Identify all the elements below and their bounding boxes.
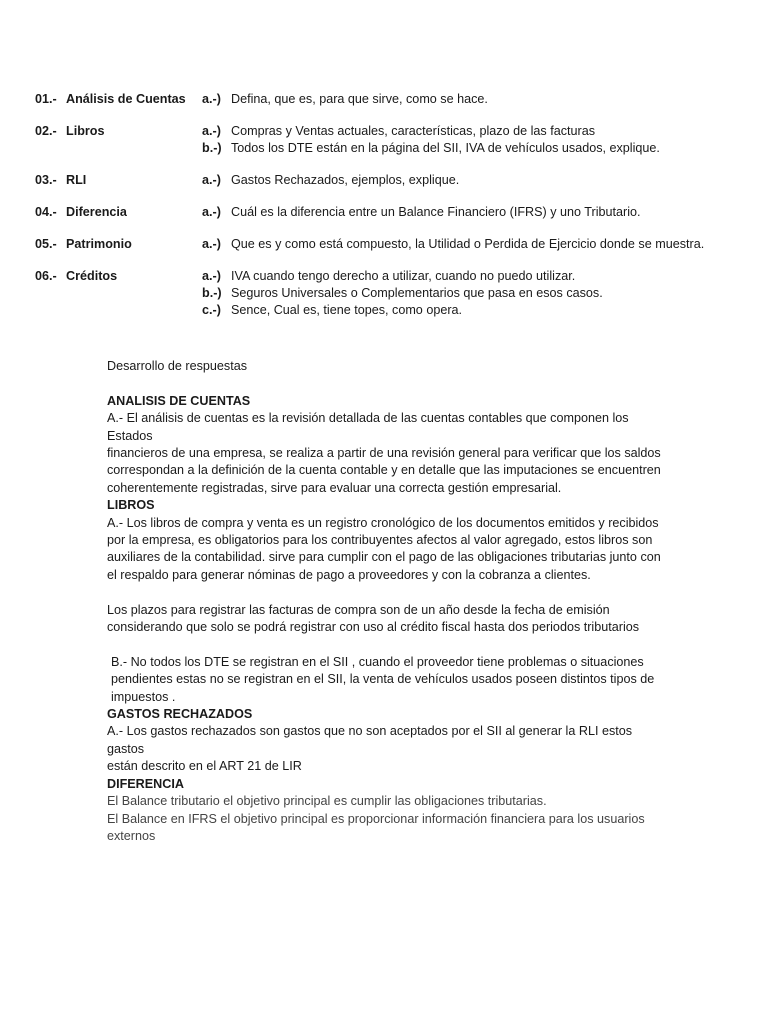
libros-paragraph-2 [107,602,662,637]
answers-intro: Desarrollo de respuestas [107,359,248,373]
question-items [202,123,735,158]
item-letter: a.-) [202,268,221,283]
question-item [202,285,735,302]
text-line: El Balance en IFRS el objetivo principal es proporcionar información financiera para los usuarios [107,811,645,826]
text-line: impuestos . [111,689,176,704]
text-line: por la empresa, es obligatorios para los contribuyentes afectos al valor agregado, estos libros son [107,533,653,548]
question-number: 05.- [35,236,57,251]
question-number: 01.- [35,92,57,106]
questions-table [35,91,735,334]
question-row [35,236,735,253]
text-line: A.- Los gastos rechazados son gastos que no son aceptados por el SII al generar la RLI estos gastos [107,724,633,756]
text-line: Los plazos para registrar las facturas de compra son de un año desde la fecha de emisión [107,602,610,617]
text-line: pendientes estas no se registran en el SII, la venta de vehículos usados poseen distintos tipos de [111,672,655,687]
text-line: El Balance tributario el objetivo principal es cumplir las obligaciones tributarias. [107,794,547,809]
item-letter: b.-) [202,141,222,156]
question-row [35,204,735,221]
item-text: Seguros Universales o Complementarios que pasa en esos casos. [231,286,603,301]
question-topic: Análisis de Cuentas [66,92,186,106]
item-letter: a.-) [202,172,221,187]
item-letter: a.-) [202,236,221,251]
section-heading-analisis: ANALISIS DE CUENTAS [107,393,251,408]
text-line: están descrito en el ART 21 de LIR [107,759,302,774]
question-items [202,172,735,189]
question-row [35,91,735,108]
text-line: correspondan a la definición de la cuenta contable y en detalle que las imputaciones se encuentren [107,463,661,478]
section-heading-gastos: GASTOS RECHAZADOS [107,707,253,722]
question-item [202,123,735,140]
text-line: el respaldo para generar nóminas de pago a proveedores y con la cobranza a clientes. [107,567,591,582]
text-line: auxiliares de la contabilidad. sirve para cumplir con el pago de las obligaciones tributarias junto con [107,550,661,565]
item-text: Todos los DTE están en la página del SII, IVA de vehículos usados, explique. [231,141,660,156]
diferencia-paragraph [107,793,662,845]
question-topic: Patrimonio [66,236,132,251]
text-line: B.- No todos los DTE se registran en el SII , cuando el proveedor tiene problemas o situaciones [111,654,644,669]
question-topic: Libros [66,124,105,138]
item-text: Que es y como está compuesto, la Utilidad o Perdida de Ejercicio donde se muestra. [231,236,705,251]
section-heading-libros: LIBROS [107,498,155,513]
item-letter: a.-) [202,204,221,219]
question-item [202,172,735,189]
question-row [35,123,735,158]
item-text: Defina, que es, para que sirve, como se hace. [231,92,488,106]
answers-section [107,358,662,845]
question-number: 02.- [35,124,57,138]
text-line: financieros de una empresa, se realiza a partir de una revisión general para verificar que los saldos [107,446,661,461]
question-items [202,236,735,253]
question-items [202,204,735,221]
question-item [202,204,735,221]
item-letter: a.-) [202,124,221,138]
question-number: 03.- [35,172,57,187]
question-topic: Créditos [66,268,118,283]
question-number: 06.- [35,268,57,283]
question-number: 04.- [35,204,57,219]
item-text: Cuál es la diferencia entre un Balance Financiero (IFRS) y uno Tributario. [231,204,641,219]
text-line: externos [107,828,156,843]
question-item [202,302,735,319]
text-line: considerando que solo se podrá registrar con uso al crédito fiscal hasta dos periodos tributarios [107,620,640,635]
text-line: A.- Los libros de compra y venta es un registro cronológico de los documentos emitidos y recibidos [107,515,659,530]
item-text: Compras y Ventas actuales, características, plazo de las facturas [231,124,595,138]
question-row [35,172,735,189]
question-items [202,268,735,320]
question-items [202,91,735,108]
libros-paragraph-1 [107,515,662,585]
item-text: Sence, Cual es, tiene topes, como opera. [231,303,463,318]
question-topic: Diferencia [66,204,127,219]
text-line: coherentemente registradas, sirve para evaluar una correcta gestión empresarial. [107,480,562,495]
question-item [202,140,735,157]
question-row [35,268,735,320]
analisis-paragraph [107,410,662,497]
gastos-paragraph [107,723,662,775]
section-heading-diferencia: DIFERENCIA [107,776,184,791]
question-item [202,268,735,285]
item-text: IVA cuando tengo derecho a utilizar, cuando no puedo utilizar. [231,268,576,283]
item-text: Gastos Rechazados, ejemplos, explique. [231,172,460,187]
libros-paragraph-3 [107,654,662,706]
question-item [202,91,735,108]
item-letter: b.-) [202,286,222,301]
question-topic: RLI [66,172,87,187]
item-letter: c.-) [202,303,221,318]
text-line: A.- El análisis de cuentas es la revisión detallada de las cuentas contables que componen los Estados [107,411,629,443]
item-letter: a.-) [202,92,221,106]
question-item [202,236,735,253]
